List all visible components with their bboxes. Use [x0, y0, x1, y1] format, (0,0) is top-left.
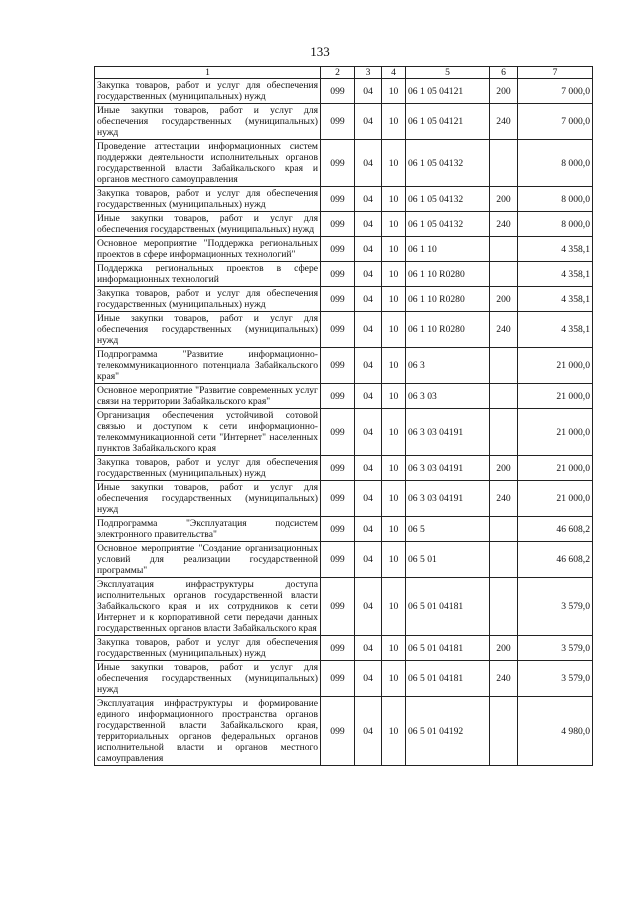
subsection-cell: 10 — [382, 262, 406, 287]
target-code-cell: 06 1 05 04132 — [406, 212, 490, 237]
target-code-cell: 06 1 05 04121 — [406, 79, 490, 104]
row-name-cell: Подпрограмма "Эксплуатация подсистем электронного правительства" — [95, 517, 321, 542]
subsection-cell: 10 — [382, 409, 406, 456]
row-name-cell: Основное мероприятие "Поддержка региональных проектов в сфере информационных технологий" — [95, 237, 321, 262]
table-row — [95, 384, 593, 409]
gr-code-cell: 099 — [321, 661, 355, 697]
subsection-cell: 10 — [382, 456, 406, 481]
table-row — [95, 636, 593, 661]
table-row — [95, 348, 593, 384]
target-code-cell: 06 1 05 04121 — [406, 104, 490, 140]
expense-type-cell — [490, 140, 518, 187]
expense-type-cell: 240 — [490, 661, 518, 697]
subsection-cell: 10 — [382, 140, 406, 187]
target-code-cell: 06 1 05 04132 — [406, 140, 490, 187]
row-name-cell: Эксплуатация инфраструктуры и формирование единого информационного пространства органов государственной власти Забайкальского края, территориальных органов федеральных органов исполнительной власти и органов местного самоуправления — [95, 697, 321, 766]
table-row — [95, 262, 593, 287]
gr-code-cell: 099 — [321, 481, 355, 517]
section-cell: 04 — [355, 187, 382, 212]
header-cell: 6 — [490, 67, 518, 79]
section-cell: 04 — [355, 287, 382, 312]
page-number: 133 — [310, 44, 330, 59]
amount-cell: 46 608,2 — [518, 542, 593, 578]
row-name-cell: Эксплуатация инфраструктуры доступа исполнительных органов государственной власти Забайкальского края и их сотрудников к сети Интернет и к корпоративной сети передачи данных государственных органов власти Забайкальского края — [95, 578, 321, 636]
section-cell: 04 — [355, 542, 382, 578]
target-code-cell: 06 5 01 04181 — [406, 636, 490, 661]
section-cell: 04 — [355, 481, 382, 517]
amount-cell: 4 980,0 — [518, 697, 593, 766]
subsection-cell: 10 — [382, 661, 406, 697]
expense-type-cell — [490, 697, 518, 766]
target-code-cell: 06 5 01 04192 — [406, 697, 490, 766]
expense-type-cell: 240 — [490, 212, 518, 237]
row-name-cell: Организация обеспечения устойчивой сотовой связью и доступом к сети информационно-телекоммуникационной сети "Интернет" населенных пунктов Забайкальского края — [95, 409, 321, 456]
gr-code-cell: 099 — [321, 456, 355, 481]
table-row — [95, 542, 593, 578]
gr-code-cell: 099 — [321, 384, 355, 409]
amount-cell: 4 358,1 — [518, 237, 593, 262]
gr-code-cell: 099 — [321, 348, 355, 384]
header-cell: 2 — [321, 67, 355, 79]
row-name-cell: Закупка товаров, работ и услуг для обеспечения государственных (муниципальных) нужд — [95, 287, 321, 312]
target-code-cell: 06 1 05 04132 — [406, 187, 490, 212]
gr-code-cell: 099 — [321, 287, 355, 312]
section-cell: 04 — [355, 79, 382, 104]
row-name-cell: Закупка товаров, работ и услуг для обеспечения государственных (муниципальных) нужд — [95, 79, 321, 104]
amount-cell: 3 579,0 — [518, 578, 593, 636]
target-code-cell: 06 3 03 04191 — [406, 456, 490, 481]
subsection-cell: 10 — [382, 542, 406, 578]
table-row — [95, 481, 593, 517]
amount-cell: 8 000,0 — [518, 187, 593, 212]
table-row — [95, 697, 593, 766]
header-cell: 3 — [355, 67, 382, 79]
target-code-cell: 06 1 10 R0280 — [406, 262, 490, 287]
row-name-cell: Иные закупки товаров, работ и услуг для обеспечения государственных (муниципальных) нужд — [95, 481, 321, 517]
gr-code-cell: 099 — [321, 140, 355, 187]
expense-type-cell: 200 — [490, 79, 518, 104]
amount-cell: 21 000,0 — [518, 384, 593, 409]
header-row — [95, 67, 593, 79]
row-name-cell: Поддержка региональных проектов в сфере информационных технологий — [95, 262, 321, 287]
gr-code-cell: 099 — [321, 262, 355, 287]
budget-table — [94, 66, 593, 766]
section-cell: 04 — [355, 409, 382, 456]
gr-code-cell: 099 — [321, 517, 355, 542]
target-code-cell: 06 3 03 04191 — [406, 409, 490, 456]
subsection-cell: 10 — [382, 697, 406, 766]
subsection-cell: 10 — [382, 481, 406, 517]
target-code-cell: 06 1 10 R0280 — [406, 287, 490, 312]
section-cell: 04 — [355, 578, 382, 636]
row-name-cell: Иные закупки товаров, работ и услуг для обеспечения государственных (муниципальных) нужд — [95, 661, 321, 697]
gr-code-cell: 099 — [321, 578, 355, 636]
header-cell: 7 — [518, 67, 593, 79]
expense-type-cell: 200 — [490, 187, 518, 212]
section-cell: 04 — [355, 104, 382, 140]
gr-code-cell: 099 — [321, 237, 355, 262]
gr-code-cell: 099 — [321, 409, 355, 456]
amount-cell: 21 000,0 — [518, 348, 593, 384]
amount-cell: 4 358,1 — [518, 262, 593, 287]
table-row — [95, 212, 593, 237]
row-name-cell: Основное мероприятие "Создание организационных условий для реализации государственной программы" — [95, 542, 321, 578]
amount-cell: 4 358,1 — [518, 287, 593, 312]
subsection-cell: 10 — [382, 287, 406, 312]
gr-code-cell: 099 — [321, 636, 355, 661]
section-cell: 04 — [355, 140, 382, 187]
section-cell: 04 — [355, 312, 382, 348]
section-cell: 04 — [355, 384, 382, 409]
subsection-cell: 10 — [382, 636, 406, 661]
table-row — [95, 187, 593, 212]
target-code-cell: 06 1 10 R0280 — [406, 312, 490, 348]
subsection-cell: 10 — [382, 79, 406, 104]
subsection-cell: 10 — [382, 578, 406, 636]
amount-cell: 7 000,0 — [518, 79, 593, 104]
amount-cell: 21 000,0 — [518, 456, 593, 481]
table-row — [95, 140, 593, 187]
amount-cell: 21 000,0 — [518, 409, 593, 456]
subsection-cell: 10 — [382, 348, 406, 384]
subsection-cell: 10 — [382, 312, 406, 348]
expense-type-cell: 200 — [490, 456, 518, 481]
table-row — [95, 287, 593, 312]
section-cell: 04 — [355, 697, 382, 766]
expense-type-cell — [490, 517, 518, 542]
row-name-cell: Проведение аттестации информационных систем поддержки деятельности исполнительных органов государственной власти Забайкальского края и органов местного самоуправления — [95, 140, 321, 187]
table-row — [95, 79, 593, 104]
row-name-cell: Закупка товаров, работ и услуг для обеспечения государственных (муниципальных) нужд — [95, 456, 321, 481]
amount-cell: 3 579,0 — [518, 636, 593, 661]
amount-cell: 8 000,0 — [518, 212, 593, 237]
target-code-cell: 06 1 10 — [406, 237, 490, 262]
amount-cell: 46 608,2 — [518, 517, 593, 542]
expense-type-cell — [490, 578, 518, 636]
expense-type-cell — [490, 384, 518, 409]
expense-type-cell: 200 — [490, 287, 518, 312]
table-row — [95, 456, 593, 481]
header-cell: 5 — [406, 67, 490, 79]
amount-cell: 4 358,1 — [518, 312, 593, 348]
expense-type-cell — [490, 348, 518, 384]
amount-cell: 7 000,0 — [518, 104, 593, 140]
section-cell: 04 — [355, 517, 382, 542]
expense-type-cell: 240 — [490, 481, 518, 517]
section-cell: 04 — [355, 348, 382, 384]
expense-type-cell — [490, 409, 518, 456]
amount-cell: 3 579,0 — [518, 661, 593, 697]
header-cell: 4 — [382, 67, 406, 79]
target-code-cell: 06 5 — [406, 517, 490, 542]
row-name-cell: Иные закупки товаров, работ и услуг для обеспечения государственных (муниципальных) нужд — [95, 104, 321, 140]
table-row — [95, 661, 593, 697]
section-cell: 04 — [355, 237, 382, 262]
table-row — [95, 237, 593, 262]
expense-type-cell: 240 — [490, 104, 518, 140]
row-name-cell: Иные закупки товаров, работ и услуг для обеспечения государственных (муниципальных) нужд — [95, 312, 321, 348]
target-code-cell: 06 5 01 — [406, 542, 490, 578]
section-cell: 04 — [355, 456, 382, 481]
section-cell: 04 — [355, 661, 382, 697]
target-code-cell: 06 3 03 04191 — [406, 481, 490, 517]
subsection-cell: 10 — [382, 517, 406, 542]
expense-type-cell — [490, 542, 518, 578]
gr-code-cell: 099 — [321, 104, 355, 140]
header-cell: 1 — [95, 67, 321, 79]
expense-type-cell — [490, 262, 518, 287]
table-row — [95, 312, 593, 348]
row-name-cell: Подпрограмма "Развитие информационно-телекоммуникационного потенциала Забайкальского края" — [95, 348, 321, 384]
subsection-cell: 10 — [382, 384, 406, 409]
table-row — [95, 578, 593, 636]
amount-cell: 21 000,0 — [518, 481, 593, 517]
table-row — [95, 517, 593, 542]
section-cell: 04 — [355, 212, 382, 237]
target-code-cell: 06 5 01 04181 — [406, 578, 490, 636]
gr-code-cell: 099 — [321, 312, 355, 348]
row-name-cell: Основное мероприятие "Развитие современных услуг связи на территории Забайкальского края" — [95, 384, 321, 409]
row-name-cell: Иные закупки товаров, работ и услуг для обеспечения государственых (муниципальных) нужд — [95, 212, 321, 237]
subsection-cell: 10 — [382, 104, 406, 140]
section-cell: 04 — [355, 636, 382, 661]
table-row — [95, 104, 593, 140]
expense-type-cell — [490, 237, 518, 262]
expense-type-cell: 240 — [490, 312, 518, 348]
gr-code-cell: 099 — [321, 212, 355, 237]
gr-code-cell: 099 — [321, 187, 355, 212]
gr-code-cell: 099 — [321, 697, 355, 766]
gr-code-cell: 099 — [321, 542, 355, 578]
target-code-cell: 06 3 03 — [406, 384, 490, 409]
target-code-cell: 06 5 01 04181 — [406, 661, 490, 697]
table-row — [95, 409, 593, 456]
gr-code-cell: 099 — [321, 79, 355, 104]
row-name-cell: Закупка товаров, работ и услуг для обеспечения государственных (муниципальных) нужд — [95, 187, 321, 212]
subsection-cell: 10 — [382, 237, 406, 262]
subsection-cell: 10 — [382, 212, 406, 237]
subsection-cell: 10 — [382, 187, 406, 212]
row-name-cell: Закупка товаров, работ и услуг для обеспечения государственных (муниципальных) нужд — [95, 636, 321, 661]
section-cell: 04 — [355, 262, 382, 287]
target-code-cell: 06 3 — [406, 348, 490, 384]
amount-cell: 8 000,0 — [518, 140, 593, 187]
expense-type-cell: 200 — [490, 636, 518, 661]
